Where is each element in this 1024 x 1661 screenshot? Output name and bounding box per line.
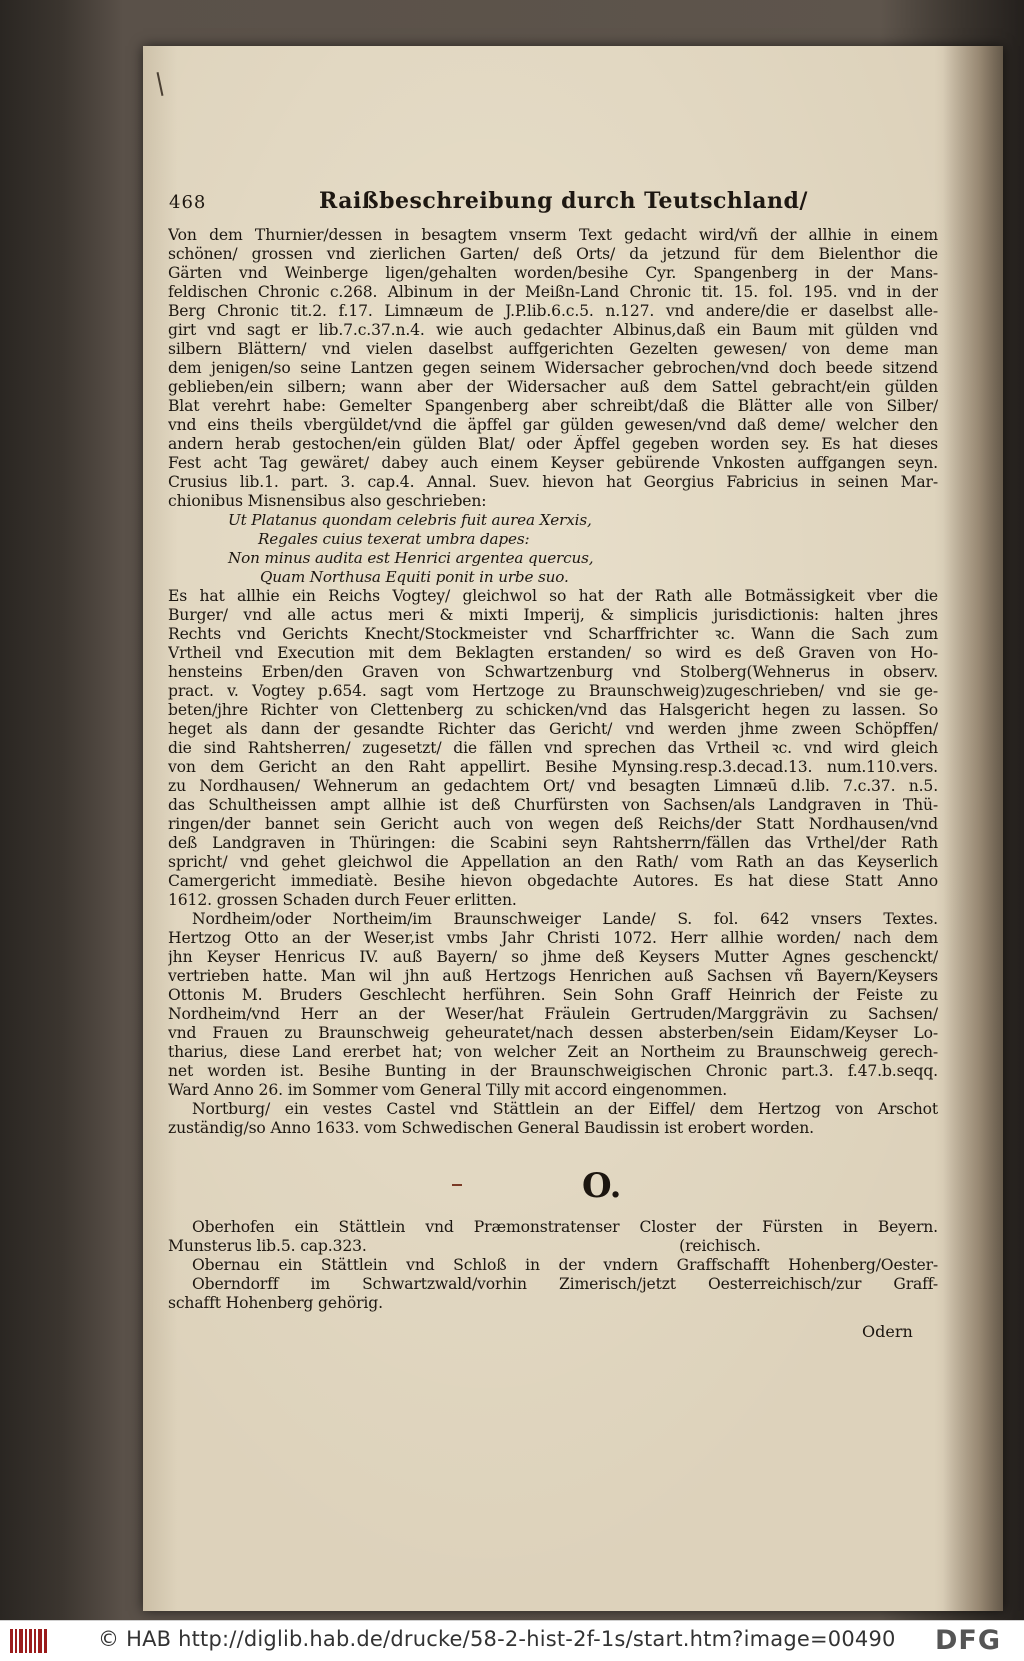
text-line: schafft Hohenberg gehörig.	[168, 1294, 383, 1312]
footer-bar	[0, 1620, 1024, 1661]
text-line: heget als dann der gesandte Richter das Gericht/ vnd werden jhme zween Schöpffen/	[168, 720, 938, 738]
text-line: Rechts vnd Gerichts Knecht/Stockmeister vnd Scharffrichter ꝛc. Wann die Sach zum	[168, 625, 938, 643]
section-dash	[452, 1184, 462, 1186]
text-line: geblieben/ein silbern; wann aber der Widersacher auß dem Sattel gebracht/ein gülden	[168, 378, 938, 396]
text-line: zuständig/so Anno 1633. vom Schwedischen General Baudissin ist erobert worden.	[168, 1119, 814, 1137]
text-line: Fest acht Tag gewäret/ dabey auch einem Keyser gebürende Vnkosten auffgangen seyn.	[168, 454, 938, 472]
text-line: Es hat allhie ein Reichs Vogtey/ gleichwol so hat der Rath alle Botmässigkeit vber die	[168, 587, 938, 605]
text-line: vnd eins theils vbergüldet/vnd die äpffel gar gülden gewesen/vnd daß deme/ welcher den	[168, 416, 938, 434]
pencil-mark	[157, 72, 164, 96]
copyright-url[interactable]: © HAB http://diglib.hab.de/drucke/58-2-hist-2f-1s/start.htm?image=00490	[98, 1627, 896, 1651]
text-line: Blat verehrt habe: Gemelter Spangenberg aber schreibt/daß die Blätter alle von Silber/	[168, 397, 938, 415]
verse-line: Non minus audita est Henrici argentea quercus,	[228, 549, 594, 567]
text-line: tharius, diese Land ererbet hat; von welcher Zeit an Northeim zu Braunschweig gerech-	[168, 1043, 938, 1061]
page-gutter-shadow	[943, 46, 1003, 1611]
text-line: von dem Gericht an den Raht appellirt. Besihe Mynsing.resp.3.decad.13. num.110.vers.	[168, 758, 938, 776]
text-line: Vrtheil vnd Execution mit dem Beklagten erstanden/ so wird es deß Graven von Ho-	[168, 644, 938, 662]
catchword: Odern	[862, 1322, 913, 1341]
text-line: Burger/ vnd alle actus meri & mixti Imperij, & simplicis jurisdictionis: halten jhres	[168, 606, 938, 624]
text-line: Oberhofen ein Stättlein vnd Præmonstratenser Closter der Fürsten in Beyern.	[192, 1218, 938, 1236]
verse-line: Ut Platanus quondam celebris fuit aurea Xerxis,	[228, 511, 592, 529]
text-line: net worden ist. Besihe Bunting in der Braunschweigischen Chronic part.3. f.47.b.seqq.	[168, 1062, 938, 1080]
verse-line: Regales cuius texerat umbra dapes:	[258, 530, 530, 548]
text-line: Nortburg/ ein vestes Castel vnd Stättlein an der Eiffel/ dem Hertzog von Arschot	[192, 1100, 938, 1118]
text-line: spricht/ vnd gehet gleichwol die Appellation an den Rath/ vom Rath an das Keyserlich	[168, 853, 938, 871]
text-line: zu Nordhausen/ Wehnerum an gedachtem Ort/ vnd besagten Limnæū d.lib. 7.c.37. n.5.	[168, 777, 938, 795]
hab-barcode-logo-icon	[10, 1629, 48, 1653]
text-line: Obernau ein Stättlein vnd Schloß in der vndern Graffschafft Hohenberg/Oester-	[192, 1256, 938, 1274]
text-line: dem jenigen/so seine Lantzen gegen seinem Widersacher gebrochen/vnd doch beede sitzend	[168, 359, 938, 377]
dfg-logo: DFG	[935, 1625, 1002, 1656]
text-line: Camergericht immediatè. Besihe hievon obgedachte Autores. Es hat diese Statt Anno	[168, 872, 938, 890]
text-line: pract. v. Vogtey p.654. sagt vom Hertzoge zu Braunschweig)zugeschrieben/ vnd sie ge-	[168, 682, 938, 700]
main-text-block	[168, 226, 938, 1138]
text-line: deß Landgraven in Thüringen: die Scabini seyn Rahtsherrn/fällen das Vrthel/der Rath	[168, 834, 938, 852]
text-line: Gärten vnd Weinberge ligen/gehalten worden/besihe Cyr. Spangenberg in der Mans-	[168, 264, 938, 282]
text-line: chionibus Misnensibus also geschrieben:	[168, 492, 487, 510]
text-line: Oberndorff im Schwartzwald/vorhin Zimerisch/jetzt Oesterreichisch/zur Graff-	[192, 1275, 938, 1293]
text-line: Berg Chronic tit.2. f.17. Limnæum de J.P.lib.6.c.5. n.127. vnd andere/die er daselbst alle-	[168, 302, 938, 320]
text-line: Munsterus lib.5. cap.323. (reichisch.	[168, 1237, 761, 1255]
text-line: silbern Blättern/ vnd vielen daselbst auffgerichten Gezelten gewesen/ von deme man	[168, 340, 938, 358]
text-line: beten/jhre Richter von Clettenberg zu schicken/vnd das Halsgericht hegen zu lassen. So	[168, 701, 938, 719]
verse-line: Quam Northusa Equiti ponit in urbe suo.	[260, 568, 569, 586]
text-line: girt vnd sagt er lib.7.c.37.n.4. wie auch gedachter Albinus,daß ein Baum mit gülden vnd	[168, 321, 938, 339]
text-line: Hertzog Otto an der Weser,ist vmbs Jahr Christi 1072. Herr allhie worden/ nach dem	[168, 929, 938, 947]
text-line: Ottonis M. Bruders Geschlecht herführen. Sein Sohn Graff Heinrich der Feiste zu	[168, 986, 938, 1004]
section-letter: O.	[582, 1166, 622, 1206]
text-line: schönen/ grossen vnd zierlichen Garten/ deß Orts/ da jetzund für dem Bielenthor die	[168, 245, 938, 263]
text-line: Ward Anno 26. im Sommer vom General Tilly mit accord eingenommen.	[168, 1081, 728, 1099]
text-line: jhn Keyser Henricus IV. auß Bayern/ so jhme deß Keysers Mutter Agnes geschenckt/	[168, 948, 938, 966]
text-line: Nordheim/oder Northeim/im Braunschweiger Lande/ S. fol. 642 vnsers Textes.	[192, 910, 938, 928]
page-number: 468	[169, 192, 207, 213]
text-line: 1612. grossen Schaden durch Feuer erlitten.	[168, 891, 517, 909]
text-line: Von dem Thurnier/dessen in besagtem vnserm Text gedacht wird/vñ der allhie in einem	[168, 226, 938, 244]
text-line: vertrieben hatte. Man wil jhn auß Hertzogs Henrichen auß Sachsen vñ Bayern/Keysers	[168, 967, 938, 985]
section-o-text-block	[168, 1218, 938, 1313]
text-line: andern herab gestochen/ein gülden Blat/ oder Äpffel gegeben worden sey. Es hat dieses	[168, 435, 938, 453]
text-line: das Schultheissen ampt allhie ist deß Churfürsten von Sachsen/als Landgraven in Thü-	[168, 796, 938, 814]
text-line: die sind Rahtsherren/ zugesetzt/ die fällen vnd sprechen das Vrtheil ꝛc. vnd wird gleich	[168, 739, 938, 757]
text-line: ringen/der bannet sein Gericht auch von wegen deß Reichs/der Statt Nordhausen/vnd	[168, 815, 938, 833]
text-line: Nordheim/vnd Herr an der Weser/hat Fräulein Gertruden/Marggrävin zu Sachsen/	[168, 1005, 938, 1023]
page-heading: Raißbeschreibung durch Teutschland/	[319, 188, 808, 214]
text-line: feldischen Chronic c.268. Albinum in der Meißn-Land Chronic tit. 15. fol. 195. vnd in der	[168, 283, 938, 301]
text-line: vnd Frauen zu Braunschweig geheuratet/nach dessen absterben/sein Eidam/Keyser Lo-	[168, 1024, 938, 1042]
running-head	[169, 188, 939, 224]
text-line: hensteins Erben/den Graven von Schwartzenburg vnd Stolberg(Wehnerus in observ.	[168, 663, 938, 681]
text-line: Crusius lib.1. part. 3. cap.4. Annal. Suev. hievon hat Georgius Fabricius in seinen Mar-	[168, 473, 938, 491]
